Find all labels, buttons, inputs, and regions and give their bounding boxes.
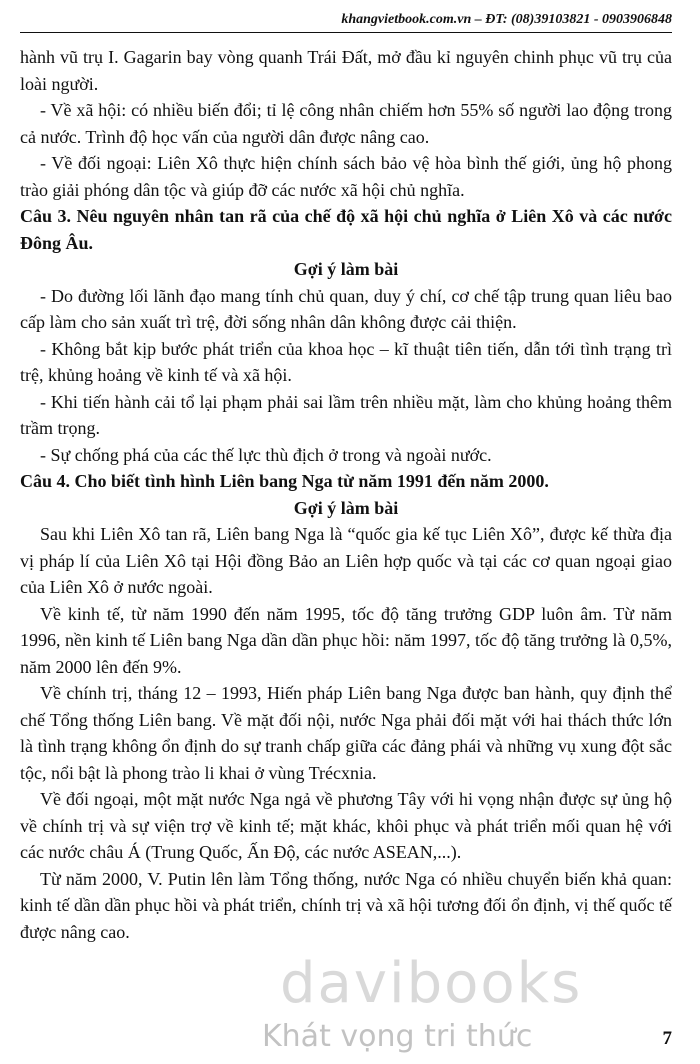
page-content: [20, 44, 672, 945]
page-header: khangvietbook.com.vn – ĐT: (08)39103821 - 0903906848: [20, 10, 672, 33]
paragraph: Về chính trị, tháng 12 – 1993, Hiến pháp Liên bang Nga được ban hành, quy định thể chế Tổng thống Liên bang. Về mặt đối nội, nước Nga phải đối mặt với hai thách thức lớn là tình trạng không ổn định do sự tranh chấp giữa các đảng phái và những vụ xung đột sắc tộc, nổi bật là phong trào li khai ở vùng Trécxnia.: [20, 683, 672, 783]
paragraph: Từ năm 2000, V. Putin lên làm Tổng thống, nước Nga có nhiều chuyển biến khả quan: kinh tế dần dần phục hồi và phát triển, chính trị và xã hội tương đối ổn định, vị thế quốc tế được nâng cao.: [20, 868, 672, 942]
paragraph: - Khi tiến hành cải tổ lại phạm phải sai lầm trên nhiều mặt, làm cho khủng hoảng thêm trầm trọng.: [20, 391, 672, 438]
paragraph: Sau khi Liên Xô tan rã, Liên bang Nga là “quốc gia kế tục Liên Xô”, được kế thừa địa vị pháp lí của Liên Xô tại Hội đồng Bảo an Liên hợp quốc và tại các cơ quan ngoại giao của Liên Xô ở nước ngoài.: [20, 524, 672, 597]
hint-heading: Gợi ý làm bài: [293, 497, 399, 518]
paragraph: - Về xã hội: có nhiều biến đổi; tỉ lệ công nhân chiếm hơn 55% số người lao động trong cả nước. Trình độ học vấn của người dân được nâng cao.: [20, 100, 672, 147]
paragraph: - Sự chống phá của các thế lực thù địch ở trong và ngoài nước.: [40, 444, 492, 465]
paragraph: Về kinh tế, từ năm 1990 đến năm 1995, tốc độ tăng trưởng GDP luôn âm. Từ năm 1996, nền kinh tế Liên bang Nga dần dần phục hồi: năm 1997, tốc độ tăng trưởng là 0,5%, năm 2000 lên đến 9%.: [20, 603, 672, 677]
paragraph: - Do đường lối lãnh đạo mang tính chủ quan, duy ý chí, cơ chế tập trung quan liêu bao cấp làm cho sản xuất trì trệ, đời sống nhân dân không được cải thiện.: [20, 285, 672, 332]
watermark-tagline: Khát vọng tri thức: [262, 1019, 533, 1054]
question-heading: Câu 3. Nêu nguyên nhân tan rã của chế độ xã hội chủ nghĩa ở Liên Xô và các nước Đông Âu.: [20, 206, 672, 253]
question-heading: Câu 4. Cho biết tình hình Liên bang Nga từ năm 1991 đến năm 2000.: [20, 471, 549, 491]
paragraph: - Không bắt kịp bước phát triển của khoa học – kĩ thuật tiên tiến, dẫn tới tình trạng trì trệ, khủng hoảng về kinh tế và xã hội.: [20, 338, 672, 385]
paragraph: Về đối ngoại, một mặt nước Nga ngả về phương Tây với hi vọng nhận được sự ủng hộ về chính trị và sự viện trợ về kinh tế; mặt khác, khôi phục và phát triển mối quan hệ với các nước châu Á (Trung Quốc, Ấn Độ, các nước ASEAN,...).: [20, 789, 672, 862]
hint-heading: Gợi ý làm bài: [293, 259, 399, 279]
page-number: 7: [662, 1028, 672, 1049]
paragraph: - Về đối ngoại: Liên Xô thực hiện chính sách bảo vệ hòa bình thế giới, ủng hộ phong trào giải phóng dân tộc và giúp đỡ các nước xã hội chủ nghĩa.: [20, 153, 672, 200]
paragraph: hành vũ trụ I. Gagarin bay vòng quanh Trái Đất, mở đầu kỉ nguyên chinh phục vũ trụ của loài người.: [20, 47, 672, 94]
watermark-brand: davibooks: [280, 951, 583, 1016]
